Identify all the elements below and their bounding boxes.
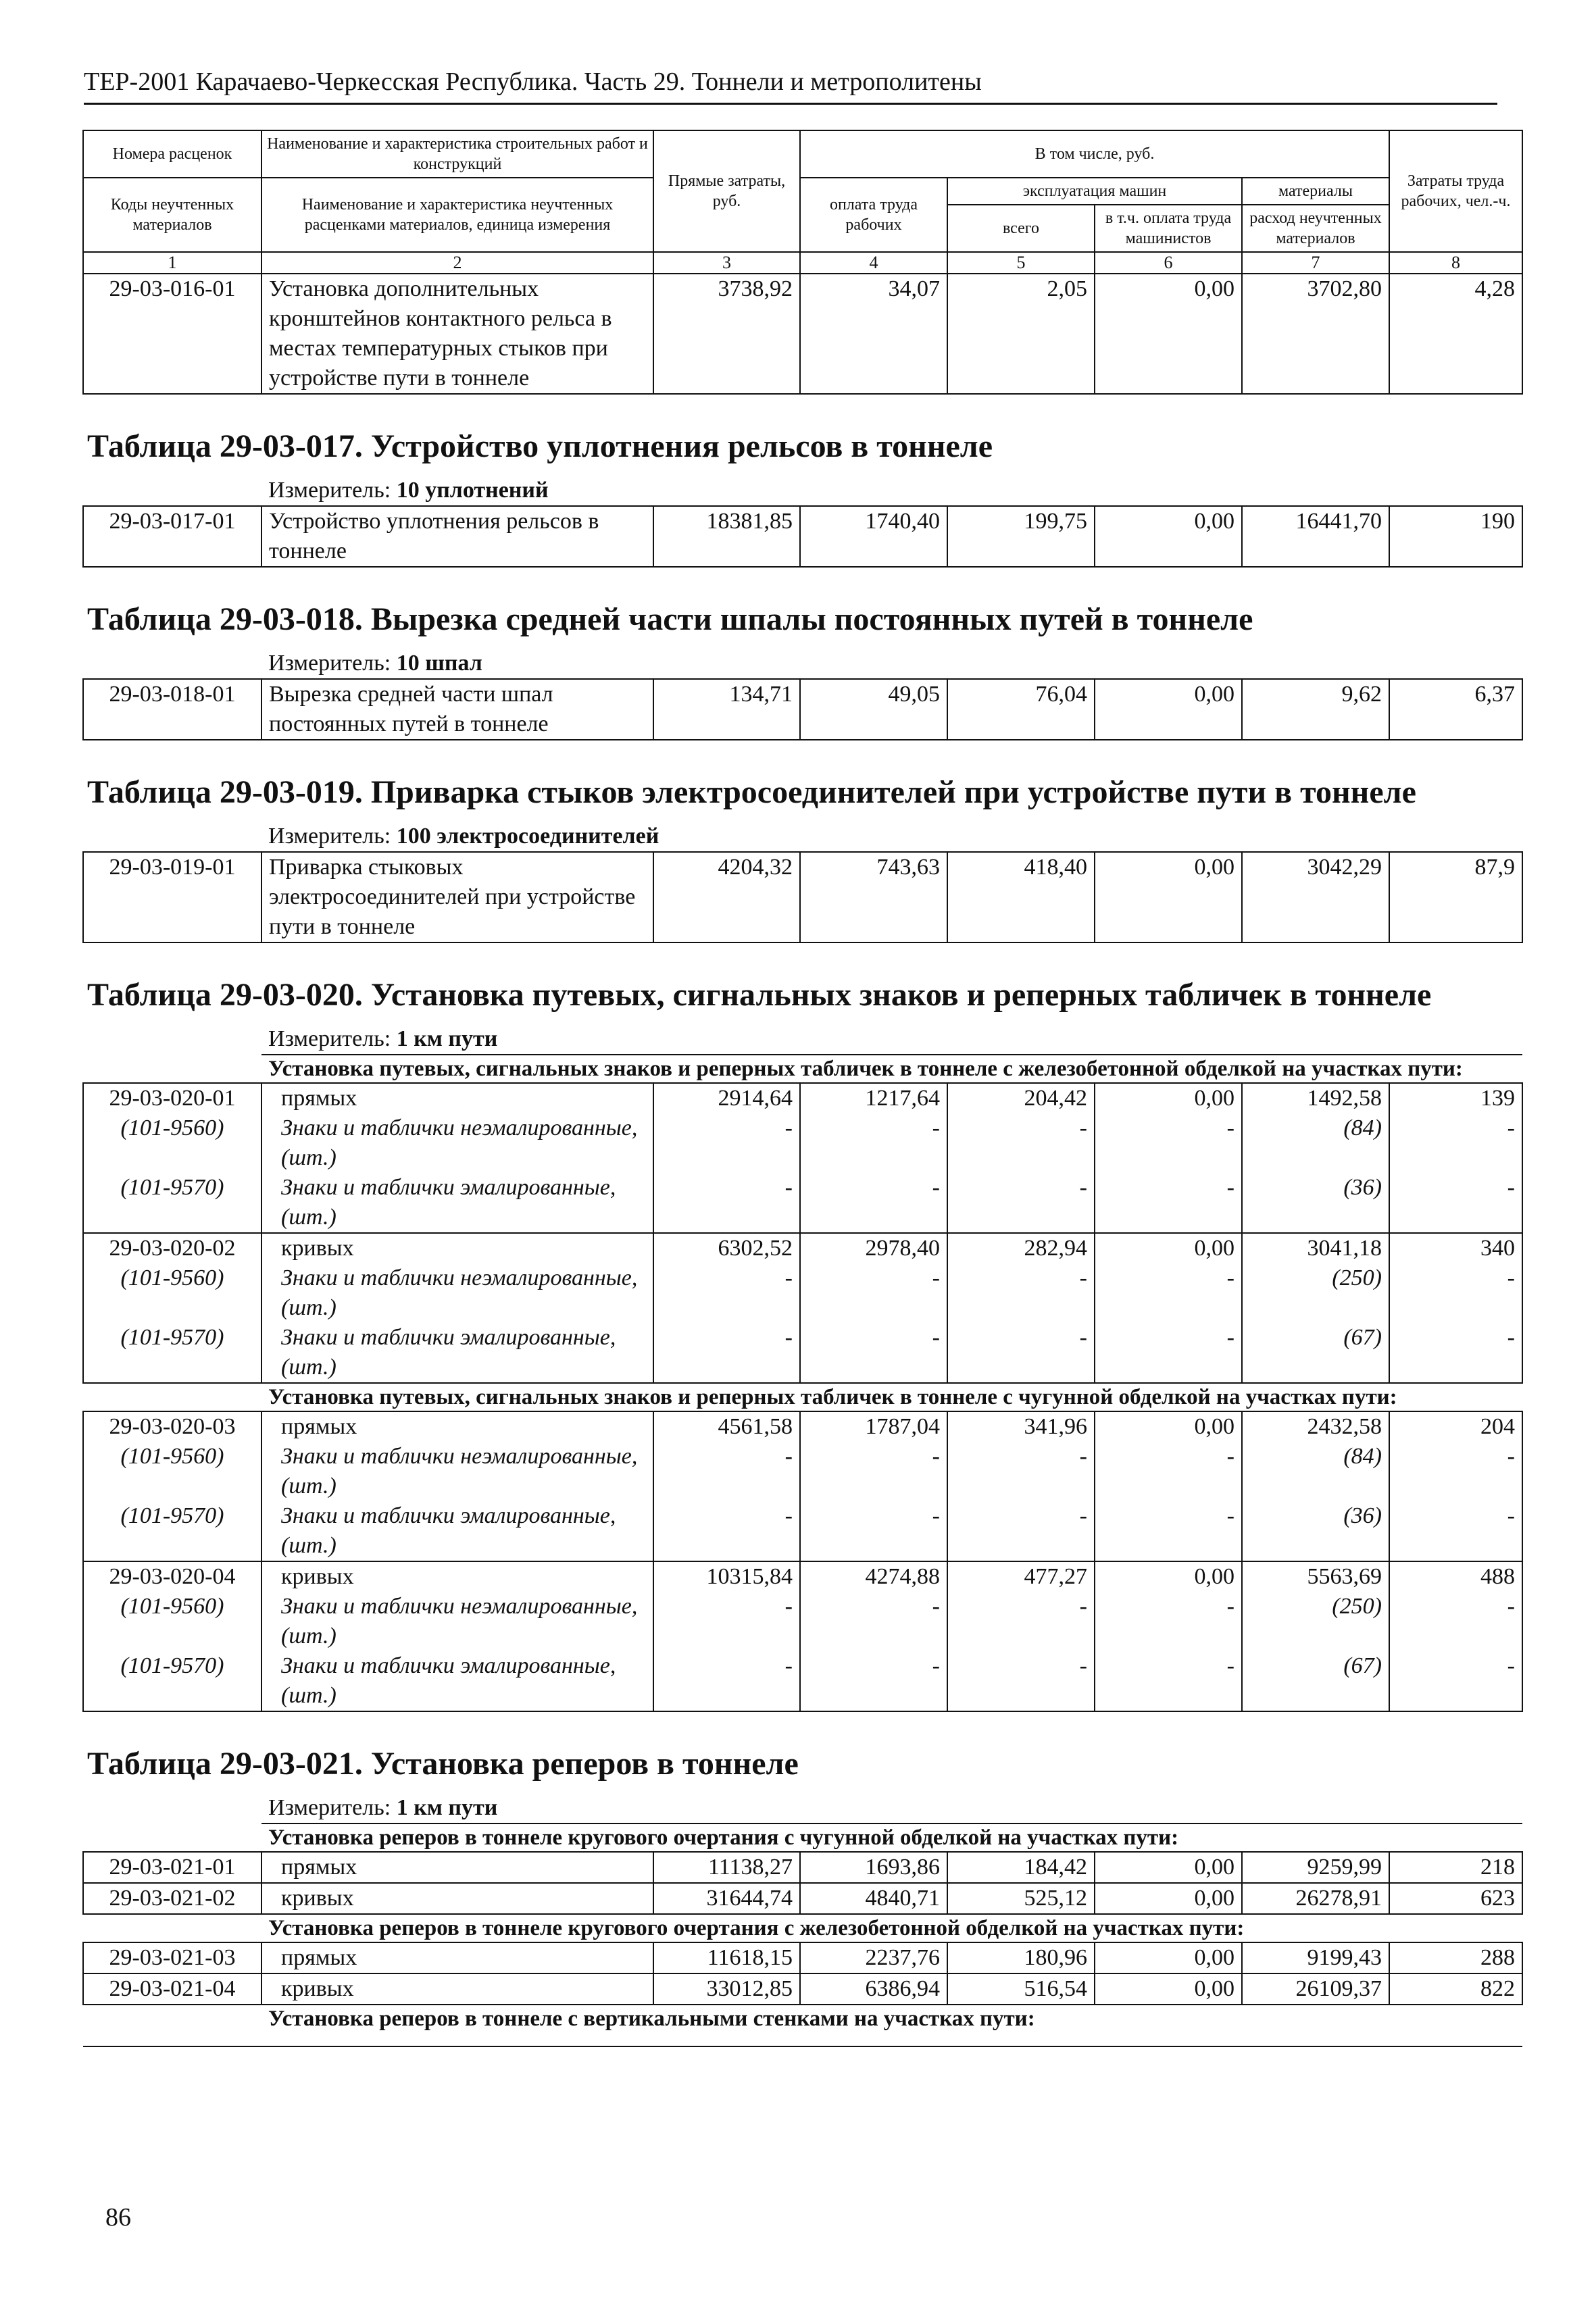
page-header: ТЕР-2001 Карачаево-Черкесская Республика. Часть 29. Тоннели и метрополитены [84,68,982,96]
material-code: (101-9560) [83,1442,261,1501]
machines-total: 282,94 [947,1233,1095,1263]
work-name: Вырезка средней части шпал постоянных путей в тоннеле [261,679,653,740]
table-title: Таблица 29-03-021. Установка реперов в тоннеле [87,1746,799,1782]
material-code: (101-9570) [83,1323,261,1383]
table-row [83,1883,1522,1914]
dash: - [653,1592,800,1651]
rate-code: 29-03-020-02 [83,1233,261,1263]
dash: - [653,1442,800,1501]
rate-code: 29-03-021-01 [83,1852,261,1883]
table-title: Таблица 29-03-019. Приварка стыков электросоединителей при устройстве пути в тоннеле [87,774,1416,810]
dash: - [1095,1442,1242,1501]
dash: - [1389,1651,1522,1711]
direct-cost: 11138,27 [653,1852,800,1883]
table-title-row [83,1711,1522,1790]
measure-row [83,819,1522,852]
measure-row [83,473,1522,506]
dash: - [1095,1501,1242,1561]
rate-code: 29-03-021-02 [83,1883,261,1914]
header-row [83,130,1522,178]
work-name: Установка дополнительных кронштейнов контактного рельса в местах температурных стыков при устройстве пути в тоннеле [261,274,653,394]
dash: - [947,1323,1095,1383]
column-number: 4 [800,252,947,274]
dash: - [947,1263,1095,1323]
machines-total: 2,05 [947,274,1095,394]
wages: 2237,76 [800,1942,947,1973]
material-quantity: (250) [1242,1263,1389,1323]
material-name: Знаки и таблички неэмалированные, (шт.) [261,1113,653,1173]
labor: 623 [1389,1883,1522,1914]
measure-label: Измеритель: [268,1026,391,1051]
labor: 139 [1389,1083,1522,1113]
table-row [83,1083,1522,1113]
col-machines-wages: в т.ч. оплата труда машинистов [1095,205,1242,252]
material-code: (101-9570) [83,1651,261,1711]
column-number: 7 [1242,252,1389,274]
work-name: Устройство уплотнения рельсов в тоннеле [261,506,653,567]
dash: - [800,1442,947,1501]
materials: 3041,18 [1242,1233,1389,1263]
machines-wages: 0,00 [1095,274,1242,394]
table-title-row [83,567,1522,646]
table-title: Таблица 29-03-020. Установка путевых, сигнальных знаков и реперных табличек в тоннеле [87,977,1432,1013]
materials: 3702,80 [1242,274,1389,394]
direct-cost: 10315,84 [653,1561,800,1592]
material-row [83,1651,1522,1711]
machines-total: 199,75 [947,506,1095,567]
table-row [83,506,1522,567]
materials: 2432,58 [1242,1411,1389,1442]
dash: - [947,1173,1095,1233]
rate-code: 29-03-020-01 [83,1083,261,1113]
wages: 2978,40 [800,1233,947,1263]
dash: - [800,1651,947,1711]
machines-total: 341,96 [947,1411,1095,1442]
work-name: кривых [261,1561,653,1592]
table-row [83,1411,1522,1442]
machines-wages: 0,00 [1095,1083,1242,1113]
machines-total: 76,04 [947,679,1095,740]
measure-label: Измеритель: [268,651,391,676]
material-quantity: (250) [1242,1592,1389,1651]
material-quantity: (67) [1242,1323,1389,1383]
col-machines: эксплуатация машин [947,178,1242,205]
col-direct: Прямые затраты, руб. [653,130,800,252]
dash: - [947,1501,1095,1561]
direct-cost: 11618,15 [653,1942,800,1973]
dash: - [800,1173,947,1233]
machines-total: 180,96 [947,1942,1095,1973]
material-row [83,1592,1522,1651]
column-number: 6 [1095,252,1242,274]
rate-code: 29-03-021-04 [83,1973,261,2005]
column-number: 5 [947,252,1095,274]
dash: - [800,1323,947,1383]
rate-code: 29-03-021-03 [83,1942,261,1973]
dash: - [1095,1651,1242,1711]
header-rule [84,103,1497,105]
dash: - [1095,1263,1242,1323]
machines-wages: 0,00 [1095,1973,1242,2005]
table-title-row [83,942,1522,1022]
subsection-title: Установка путевых, сигнальных знаков и реперных табличек в тоннеле с железобетонной обделкой на участках пути: [261,1055,1522,1083]
material-name: Знаки и таблички неэмалированные, (шт.) [261,1592,653,1651]
labor: 288 [1389,1942,1522,1973]
labor: 190 [1389,506,1522,567]
rate-code: 29-03-020-04 [83,1561,261,1592]
machines-wages: 0,00 [1095,1942,1242,1973]
material-code: (101-9560) [83,1592,261,1651]
machines-wages: 0,00 [1095,1411,1242,1442]
material-quantity: (84) [1242,1113,1389,1173]
table-row [83,1942,1522,1973]
direct-cost: 31644,74 [653,1883,800,1914]
col-wages: оплата труда рабочих [800,178,947,252]
column-number: 3 [653,252,800,274]
material-code: (101-9560) [83,1113,261,1173]
materials: 9259,99 [1242,1852,1389,1883]
col-name-bottom: Наименование и характеристика неучтенных расценками материалов, единица измерения [261,178,653,252]
dash: - [800,1592,947,1651]
column-numbers-row [83,252,1522,274]
wages: 4274,88 [800,1561,947,1592]
subsection-title: Установка реперов в тоннеле кругового очертания с железобетонной обделкой на участках пути: [261,1914,1522,1942]
machines-wages: 0,00 [1095,1883,1242,1914]
material-name: Знаки и таблички эмалированные, (шт.) [261,1501,653,1561]
material-code: (101-9570) [83,1173,261,1233]
wages: 6386,94 [800,1973,947,2005]
direct-cost: 18381,85 [653,506,800,567]
column-number: 8 [1389,252,1522,274]
page-number: 86 [105,2203,131,2232]
rate-code: 29-03-016-01 [83,274,261,394]
material-row [83,1113,1522,1173]
direct-cost: 2914,64 [653,1083,800,1113]
machines-wages: 0,00 [1095,1561,1242,1592]
subsection-row [83,1823,1522,1852]
machines-total: 516,54 [947,1973,1095,2005]
col-machines-total: всего [947,205,1095,252]
labor: 87,9 [1389,852,1522,942]
wages: 34,07 [800,274,947,394]
materials: 9199,43 [1242,1942,1389,1973]
direct-cost: 134,71 [653,679,800,740]
labor: 488 [1389,1561,1522,1592]
subsection-title: Установка путевых, сигнальных знаков и реперных табличек в тоннеле с чугунной обделкой на участках пути: [261,1383,1522,1411]
table-row [83,1852,1522,1883]
measure-value: 100 электросоединителей [396,824,659,849]
dash: - [1095,1323,1242,1383]
direct-cost: 4561,58 [653,1411,800,1442]
dash: - [1095,1113,1242,1173]
materials: 5563,69 [1242,1561,1389,1592]
dash: - [800,1113,947,1173]
dash: - [653,1323,800,1383]
material-quantity: (36) [1242,1173,1389,1233]
measure-value: 10 уплотнений [396,478,549,503]
machines-total: 204,42 [947,1083,1095,1113]
dash: - [800,1263,947,1323]
wages: 1693,86 [800,1852,947,1883]
materials: 3042,29 [1242,852,1389,942]
col-incl: В том числе, руб. [800,130,1389,178]
work-name: прямых [261,1852,653,1883]
work-name: кривых [261,1883,653,1914]
materials: 9,62 [1242,679,1389,740]
labor: 6,37 [1389,679,1522,740]
subsection-row [83,1383,1522,1411]
table-title: Таблица 29-03-018. Вырезка средней части шпалы постоянных путей в тоннеле [87,601,1253,637]
dash: - [653,1651,800,1711]
machines-wages: 0,00 [1095,1233,1242,1263]
table-title-row [83,394,1522,473]
dash: - [947,1113,1095,1173]
table-row [83,1973,1522,2005]
wages: 4840,71 [800,1883,947,1914]
table-row [83,679,1522,740]
dash: - [1389,1113,1522,1173]
col-materials-unaccounted: расход неучтенных материалов [1242,205,1389,252]
material-name: Знаки и таблички неэмалированные, (шт.) [261,1263,653,1323]
material-name: Знаки и таблички неэмалированные, (шт.) [261,1442,653,1501]
table-row [83,852,1522,942]
dash: - [653,1501,800,1561]
material-quantity: (84) [1242,1442,1389,1501]
measure-row [83,646,1522,679]
machines-wages: 0,00 [1095,1852,1242,1883]
col-materials: материалы [1242,178,1389,205]
work-name: кривых [261,1973,653,2005]
material-name: Знаки и таблички эмалированные, (шт.) [261,1173,653,1233]
measure-label: Измеритель: [268,478,391,503]
work-name: кривых [261,1233,653,1263]
col-labor: Затраты труда рабочих, чел.-ч. [1389,130,1522,252]
table-title: Таблица 29-03-017. Устройство уплотнения рельсов в тоннеле [87,428,993,464]
labor: 4,28 [1389,274,1522,394]
work-name: прямых [261,1942,653,1973]
machines-wages: 0,00 [1095,852,1242,942]
rate-code: 29-03-019-01 [83,852,261,942]
measure-value: 1 км пути [396,1795,498,1820]
machines-total: 477,27 [947,1561,1095,1592]
table-row [83,1233,1522,1263]
table-row [83,274,1522,394]
measure-row [83,1790,1522,1823]
material-name: Знаки и таблички эмалированные, (шт.) [261,1323,653,1383]
column-number: 2 [261,252,653,274]
machines-total: 184,42 [947,1852,1095,1883]
labor: 340 [1389,1233,1522,1263]
subsection-row [83,1055,1522,1083]
dash: - [653,1113,800,1173]
subsection-title: Установка реперов в тоннеле с вертикальными стенками на участках пути: [261,2005,1522,2032]
dash: - [947,1651,1095,1711]
material-row [83,1501,1522,1561]
material-row [83,1263,1522,1323]
machines-total: 525,12 [947,1883,1095,1914]
rate-code: 29-03-017-01 [83,506,261,567]
rate-code: 29-03-020-03 [83,1411,261,1442]
direct-cost: 33012,85 [653,1973,800,2005]
table-end-row [83,2032,1522,2046]
materials: 16441,70 [1242,506,1389,567]
material-row [83,1442,1522,1501]
subsection-row [83,2005,1522,2032]
labor: 204 [1389,1411,1522,1442]
material-row [83,1323,1522,1383]
measure-value: 1 км пути [396,1026,498,1051]
dash: - [653,1173,800,1233]
column-number: 1 [83,252,261,274]
dash: - [947,1592,1095,1651]
direct-cost: 3738,92 [653,274,800,394]
labor: 218 [1389,1852,1522,1883]
dash: - [947,1442,1095,1501]
machines-wages: 0,00 [1095,506,1242,567]
measure-label: Измеритель: [268,1795,391,1820]
dash: - [1389,1592,1522,1651]
work-name: прямых [261,1411,653,1442]
work-name: прямых [261,1083,653,1113]
table-title-row [83,740,1522,819]
wages: 49,05 [800,679,947,740]
material-quantity: (36) [1242,1501,1389,1561]
wages: 743,63 [800,852,947,942]
header-row [83,178,1522,205]
material-quantity: (67) [1242,1651,1389,1711]
machines-wages: 0,00 [1095,679,1242,740]
rate-code: 29-03-018-01 [83,679,261,740]
wages: 1217,64 [800,1083,947,1113]
material-row [83,1173,1522,1233]
materials: 26109,37 [1242,1973,1389,2005]
dash: - [1389,1501,1522,1561]
material-code: (101-9570) [83,1501,261,1561]
dash: - [653,1263,800,1323]
dash: - [1389,1263,1522,1323]
measure-row [83,1022,1522,1055]
col-name-top: Наименование и характеристика строительных работ и конструкций [261,130,653,178]
wages: 1740,40 [800,506,947,567]
col-codes-top: Номера расценок [83,130,261,178]
materials: 26278,91 [1242,1883,1389,1914]
machines-total: 418,40 [947,852,1095,942]
materials: 1492,58 [1242,1083,1389,1113]
subsection-title: Установка реперов в тоннеле кругового очертания с чугунной обделкой на участках пути: [261,1823,1522,1852]
table-row [83,1561,1522,1592]
work-name: Приварка стыковых электросоединителей при устройстве пути в тоннеле [261,852,653,942]
direct-cost: 6302,52 [653,1233,800,1263]
dash: - [1389,1323,1522,1383]
measure-label: Измеритель: [268,824,391,849]
dash: - [800,1501,947,1561]
dash: - [1095,1592,1242,1651]
material-code: (101-9560) [83,1263,261,1323]
dash: - [1095,1173,1242,1233]
price-table [82,130,1523,2047]
material-name: Знаки и таблички эмалированные, (шт.) [261,1651,653,1711]
measure-value: 10 шпал [396,651,482,676]
col-codes-bottom: Коды неучтенных материалов [83,178,261,252]
direct-cost: 4204,32 [653,852,800,942]
wages: 1787,04 [800,1411,947,1442]
dash: - [1389,1173,1522,1233]
dash: - [1389,1442,1522,1501]
labor: 822 [1389,1973,1522,2005]
subsection-row [83,1914,1522,1942]
